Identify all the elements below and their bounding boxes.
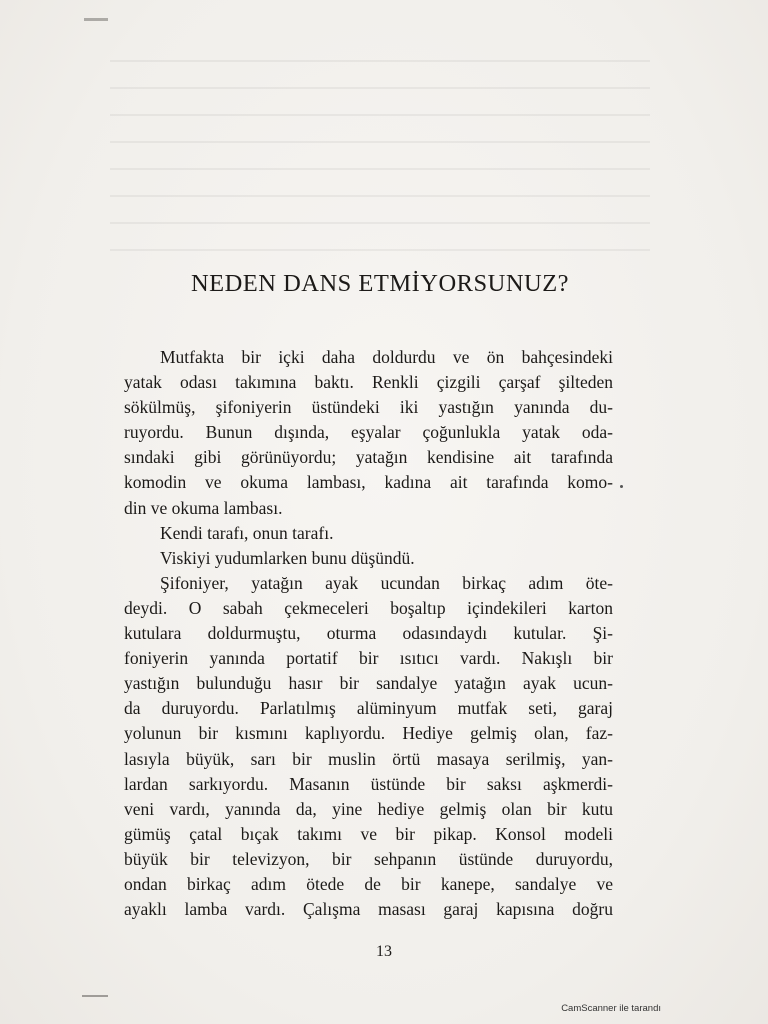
text-line: da duruyordu. Parlatılmış alüminyum mutfak seti, garaj (124, 698, 613, 719)
paragraph (124, 546, 613, 571)
text-line: yatak odası takımına baktı. Renkli çizgili çarşaf şilteden (124, 372, 613, 393)
text-line: komodin ve okuma lambası, kadına ait tarafında komo- (124, 472, 613, 493)
text-line: Kendi tarafı, onun tarafı. (160, 522, 334, 543)
text-line: yolunun bir kısmını kaplıyordu. Hediye gelmiş olan, faz- (124, 723, 613, 744)
text-line: sındaki gibi görünüyordu; yatağın kendisine ait tarafında (124, 447, 613, 468)
scan-speck (620, 485, 623, 488)
text-line: lardan sarkıyordu. Masanın üstünde bir saksı aşkmerdi- (124, 773, 613, 794)
paragraph (124, 571, 613, 922)
body-text (124, 345, 613, 922)
text-line: kutulara doldurmuştu, oturma odasındaydı kutular. Şi- (124, 623, 613, 644)
paragraph (124, 521, 613, 546)
chapter-title: NEDEN DANS ETMİYORSUNUZ? (190, 270, 570, 297)
show-through-text (110, 60, 650, 260)
text-line: Mutfakta bir içki daha doldurdu ve ön bahçesindeki (160, 347, 613, 367)
text-line: sökülmüş, şifoniyerin üstündeki iki yastığın yanında du- (124, 397, 613, 418)
text-line: ayaklı lamba vardı. Çalışma masası garaj kapısına doğru (124, 899, 613, 920)
scanner-watermark: CamScanner ile tarandı (561, 1003, 661, 1014)
text-line: yastığın bulunduğu hasır bir sandalye yatağın ayak ucun- (124, 673, 613, 694)
text-line: deydi. O sabah çekmeceleri boşaltıp içindekileri karton (124, 597, 613, 618)
text-line: ruyordu. Bunun dışında, eşyalar çoğunlukla yatak oda- (124, 422, 613, 443)
text-line: Şifoniyer, yatağın ayak ucundan birkaç adım öte- (160, 572, 613, 593)
paragraph (124, 345, 613, 521)
text-line: Viskiyi yudumlarken bunu düşündü. (160, 547, 415, 568)
text-line: lasıyla büyük, sarı bir muslin örtü masaya serilmiş, yan- (124, 748, 613, 769)
text-line: veni vardı, yanında da, yine hediye gelmiş olan bir kutu (124, 798, 613, 819)
scan-edge-line (82, 995, 108, 997)
scan-corner-mark (84, 0, 108, 21)
text-line: din ve okuma lambası. (124, 497, 283, 518)
text-line: foniyerin yanında portatif bir ısıtıcı vardı. Nakışlı bir (124, 648, 613, 669)
text-line: gümüş çatal bıçak takımı ve bir pikap. Konsol modeli (124, 823, 613, 844)
text-line: büyük bir televizyon, bir sehpanın üstünde duruyordu, (124, 848, 613, 869)
page-number: 13 (376, 943, 392, 960)
text-line: ondan birkaç adım ötede de bir kanepe, sandalye ve (124, 873, 613, 894)
